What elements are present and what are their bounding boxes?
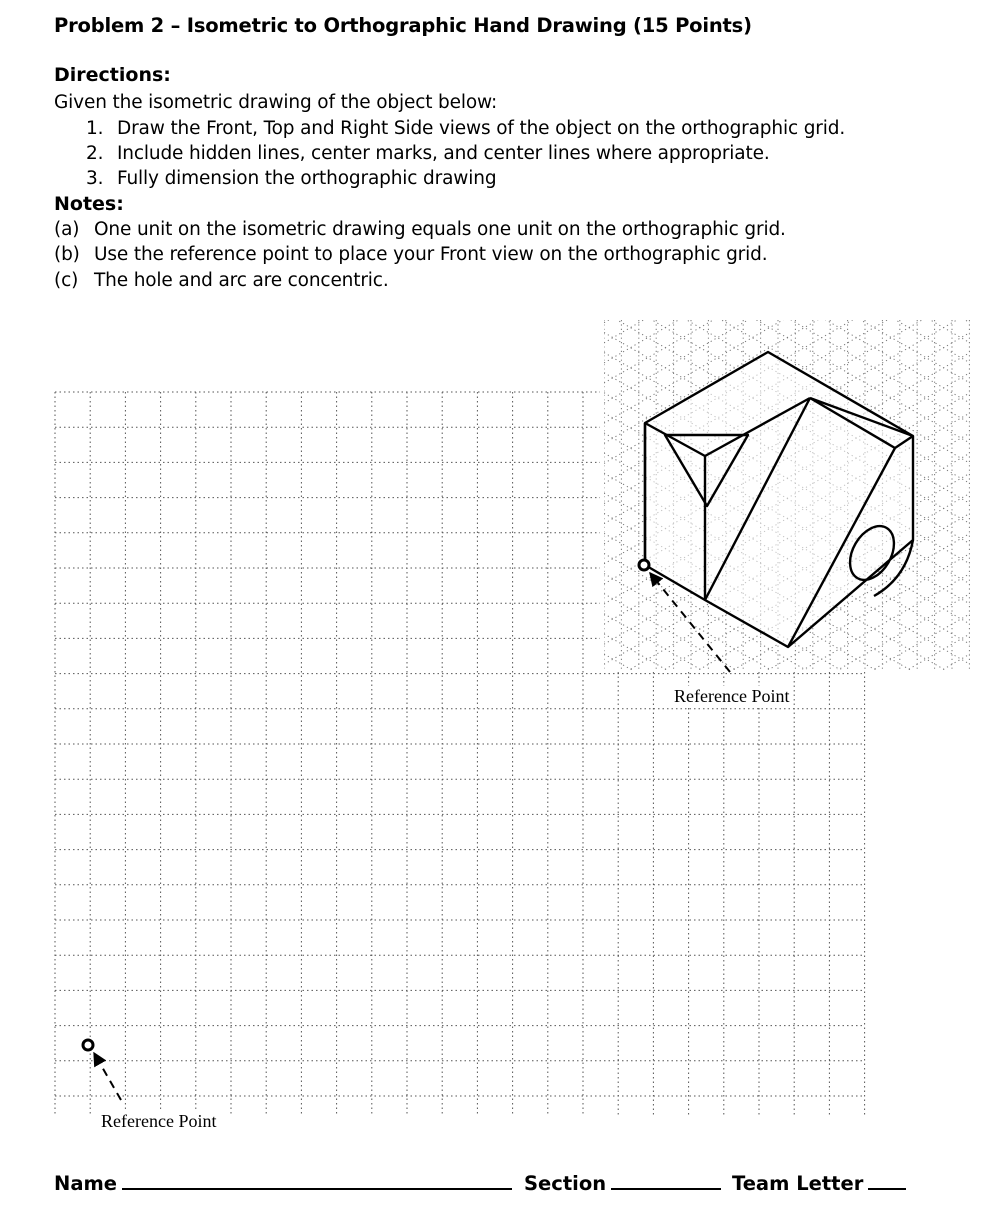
iso-reference-label: Reference Point (671, 686, 792, 707)
direction-item-1-number: 1. (86, 118, 104, 139)
section-label: Section (524, 1172, 607, 1195)
direction-item-2-text: Include hidden lines, center marks, and center lines where appropriate. (117, 143, 770, 164)
note-b-label: (b) (54, 244, 80, 265)
note-a-label: (a) (54, 219, 80, 240)
note-b-text: Use the reference point to place your Front view on the orthographic grid. (94, 244, 768, 265)
directions-intro: Given the isometric drawing of the object below: (54, 92, 498, 113)
section-blank[interactable] (611, 1170, 721, 1190)
page-title: Problem 2 – Isometric to Orthographic Hand Drawing (15 Points) (54, 14, 752, 37)
notes-heading: Notes: (54, 193, 124, 215)
note-c-text: The hole and arc are concentric. (94, 270, 389, 291)
name-blank[interactable] (122, 1170, 512, 1190)
section-field[interactable] (524, 1170, 721, 1195)
ortho-reference-arrow (94, 1053, 121, 1100)
note-c-label: (c) (54, 270, 79, 291)
iso-reference-point-icon (639, 560, 649, 570)
team-letter-label: Team Letter (732, 1172, 864, 1195)
direction-item-3-text: Fully dimension the orthographic drawing (117, 168, 497, 189)
team-letter-blank[interactable] (868, 1170, 906, 1190)
ortho-reference-label: Reference Point (98, 1111, 219, 1132)
iso-outline (645, 352, 913, 647)
directions-heading: Directions: (54, 64, 171, 86)
team-letter-field[interactable] (732, 1170, 906, 1195)
direction-item-1-text: Draw the Front, Top and Right Side views of the object on the orthographic grid. (117, 118, 846, 139)
ortho-reference-marker (83, 1040, 121, 1100)
name-field[interactable] (54, 1170, 512, 1195)
isometric-object (645, 352, 913, 647)
ortho-reference-point-icon (83, 1040, 93, 1050)
direction-item-2-number: 2. (86, 143, 104, 164)
direction-item-3-number: 3. (86, 168, 104, 189)
name-label: Name (54, 1172, 118, 1195)
note-a-text: One unit on the isometric drawing equals one unit on the orthographic grid. (94, 219, 786, 240)
